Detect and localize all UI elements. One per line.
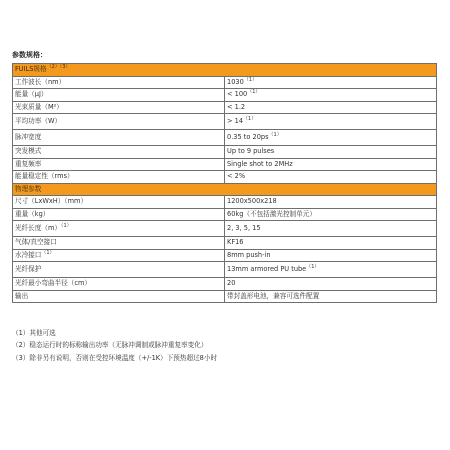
table-row: [13, 101, 437, 114]
table-row: [13, 221, 437, 237]
row-label: 气体/真空接口: [13, 237, 225, 250]
spec-table: [12, 63, 437, 303]
row-value: Single shot to 2MHz: [225, 158, 437, 171]
row-value: $1030^{(1)}$: [225, 76, 437, 89]
spec-title: 参数规格：: [12, 51, 47, 59]
section-header-fuils: [13, 64, 437, 77]
footnote-ref: （1）: [41, 249, 55, 256]
row-value: < $100^{(1)}$: [225, 89, 437, 102]
row-label: 输出: [13, 290, 225, 303]
row-label: 光束质量（M²）: [13, 101, 225, 114]
row-label: 平均功率（W）: [13, 114, 225, 130]
row-label: 重复频率: [13, 158, 225, 171]
row-value: 8mm push-in: [225, 249, 437, 262]
table-row: [13, 89, 437, 102]
table-row: [13, 146, 437, 159]
row-value: 60kg（不包括激光控制单元）: [225, 208, 437, 221]
footnote-ref: （2）（3）: [46, 64, 71, 71]
footnote-ref: （1）: [306, 263, 320, 270]
footnote-ref: （1）: [243, 115, 257, 122]
row-label: 水冷接口$^{(1)}$: [13, 249, 225, 262]
row-value: 2, 3, 5, 15: [225, 221, 437, 237]
row-label: 光纤长度$(m)^{(1)}$: [13, 221, 225, 237]
footnotes: [12, 327, 217, 364]
row-value: 1200x500x218: [225, 196, 437, 209]
footnote: （3）除非另有说明，否则在受控环境温度（+/-1K）下预热超过8小时: [12, 353, 218, 362]
row-label: 工作波长（nm）: [13, 76, 225, 89]
footnote-ref: （1）: [61, 222, 72, 229]
table-row: [13, 290, 437, 303]
section-title: FUILS规格: [15, 65, 47, 74]
section-header-physical: [13, 183, 437, 196]
table-row: [13, 278, 437, 291]
table-row: [13, 249, 437, 262]
row-value: < 1.2: [225, 101, 437, 114]
table-row: [13, 76, 437, 89]
table-row: [13, 237, 437, 250]
row-label: 突发模式: [13, 146, 225, 159]
footnote: （1）其他可选: [12, 329, 56, 337]
row-value: > $14^{(1)}$: [225, 114, 437, 130]
footnote-ref: （1）: [247, 89, 261, 96]
row-value: 20: [225, 278, 437, 291]
row-label: 能量（μJ）: [13, 89, 225, 102]
footnote: （2）稳态运行时的标称输出功率（无脉冲调制或脉冲重复率变化）: [12, 341, 208, 350]
row-value: < 2%: [225, 171, 437, 184]
table-row: [13, 130, 437, 146]
section-title: 物理参数: [13, 183, 437, 196]
table-row: [13, 208, 437, 221]
row-value: 0.35 to $20ps^{(1)}$: [225, 130, 437, 146]
row-label: 能量稳定性（rms）: [13, 171, 225, 184]
row-label: 脉冲宽度: [13, 130, 225, 146]
footnote-ref: （1）: [243, 76, 257, 83]
table-row: [13, 262, 437, 278]
row-value: Up to 9 pulses: [225, 146, 437, 159]
row-label: 光纤最小弯曲半径（cm）: [13, 278, 225, 291]
row-value: 13mm armored PU tube$^{(1)}$: [225, 262, 437, 278]
table-row: [13, 114, 437, 130]
table-row: [13, 171, 437, 184]
row-label: 光纤保护: [13, 262, 225, 278]
table-row: [13, 196, 437, 209]
row-value: 带封盖形电池，兼容可选件配置: [225, 290, 437, 303]
row-label: 尺寸（LxWxH）（mm）: [13, 196, 225, 209]
footnote-ref: （1）: [268, 131, 282, 138]
row-label: 重量（kg）: [13, 208, 225, 221]
row-value: KF16: [225, 237, 437, 250]
table-row: [13, 158, 437, 171]
